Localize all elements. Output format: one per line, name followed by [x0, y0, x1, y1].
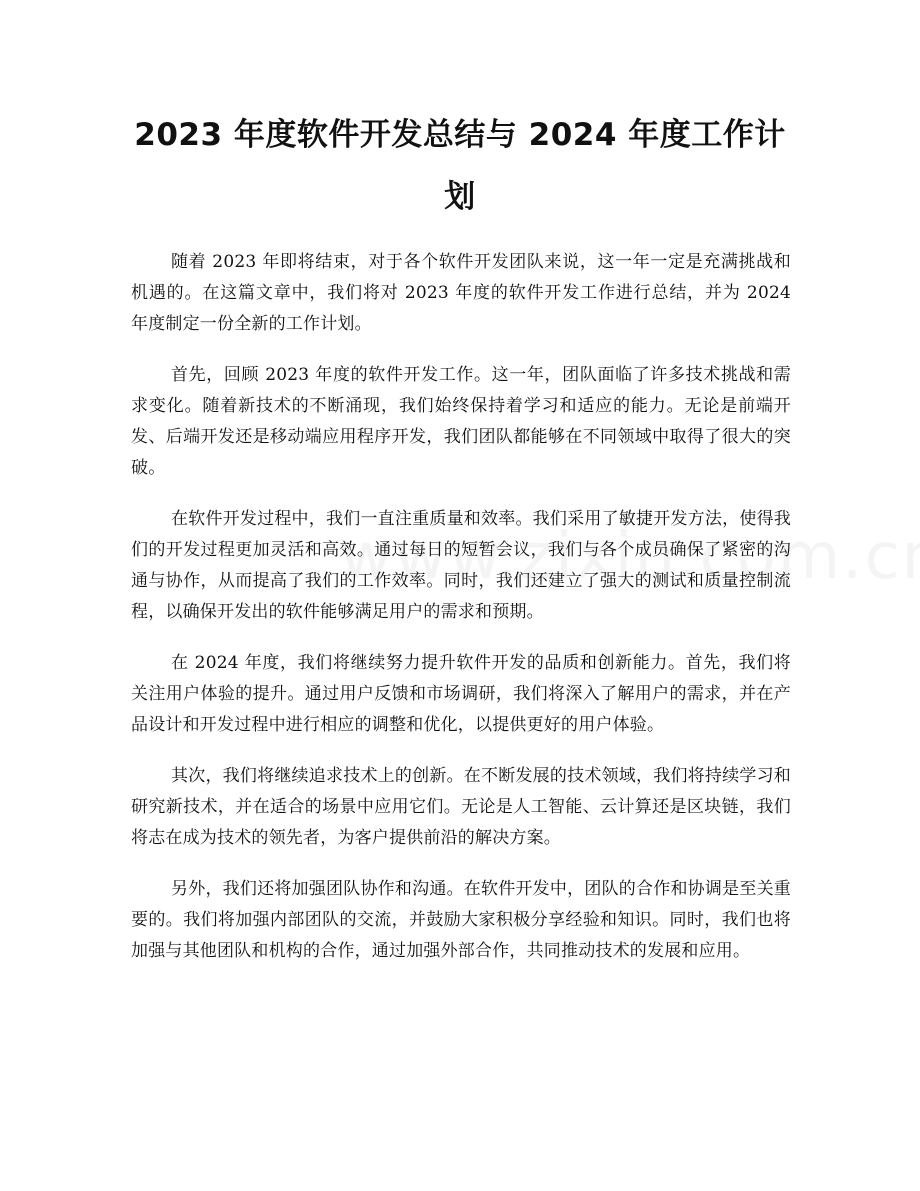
paragraph-review-2023: 首先，回顾 2023 年度的软件开发工作。这一年，团队面临了许多技术挑战和需求变化。随着新技术的不断涌现，我们始终保持着学习和适应的能力。无论是前端开发、后端开发还是移动端应用程序开发，我们团队都能够在不同领域中取得了很大的突破。 — [131, 365, 791, 478]
document-title: 2023 年度软件开发总结与 2024 年度工作计划 — [134, 117, 786, 215]
paragraph-quality-efficiency: 在软件开发过程中，我们一直注重质量和效率。我们采用了敏捷开发方法，使得我们的开发过程更加灵活和高效。通过每日的短暂会议，我们与各个成员确保了紧密的沟通与协作，从而提高了我们的工作效率。同时，我们还建立了强大的测试和质量控制流程，以确保开发出的软件能够满足用户的需求和预期。 — [131, 509, 791, 622]
paragraph-innovation: 其次，我们将继续追求技术上的创新。在不断发展的技术领域，我们将持续学习和研究新技术，并在适合的场景中应用它们。无论是人工智能、云计算还是区块链，我们将志在成为技术的领先者，为客户提供前沿的解决方案。 — [131, 766, 791, 848]
document-body — [131, 247, 791, 987]
paragraph-plan-2024: 在 2024 年度，我们将继续努力提升软件开发的品质和创新能力。首先，我们将关注用户体验的提升。通过用户反馈和市场调研，我们将深入了解用户的需求，并在产品设计和开发过程中进行相应的调整和优化，以提供更好的用户体验。 — [131, 653, 791, 735]
paragraph-intro: 随着 2023 年即将结束，对于各个软件开发团队来说，这一年一定是充满挑战和机遇的。在这篇文章中，我们将对 2023 年度的软件开发工作进行总结，并为 2024 年度制定一份全新的工作计划。 — [131, 252, 791, 334]
paragraph-teamwork: 另外，我们还将加强团队协作和沟通。在软件开发中，团队的合作和协调是至关重要的。我们将加强内部团队的交流，并鼓励大家积极分享经验和知识。同时，我们也将加强与其他团队和机构的合作，通过加强外部合作，共同推动技术的发展和应用。 — [131, 879, 791, 961]
